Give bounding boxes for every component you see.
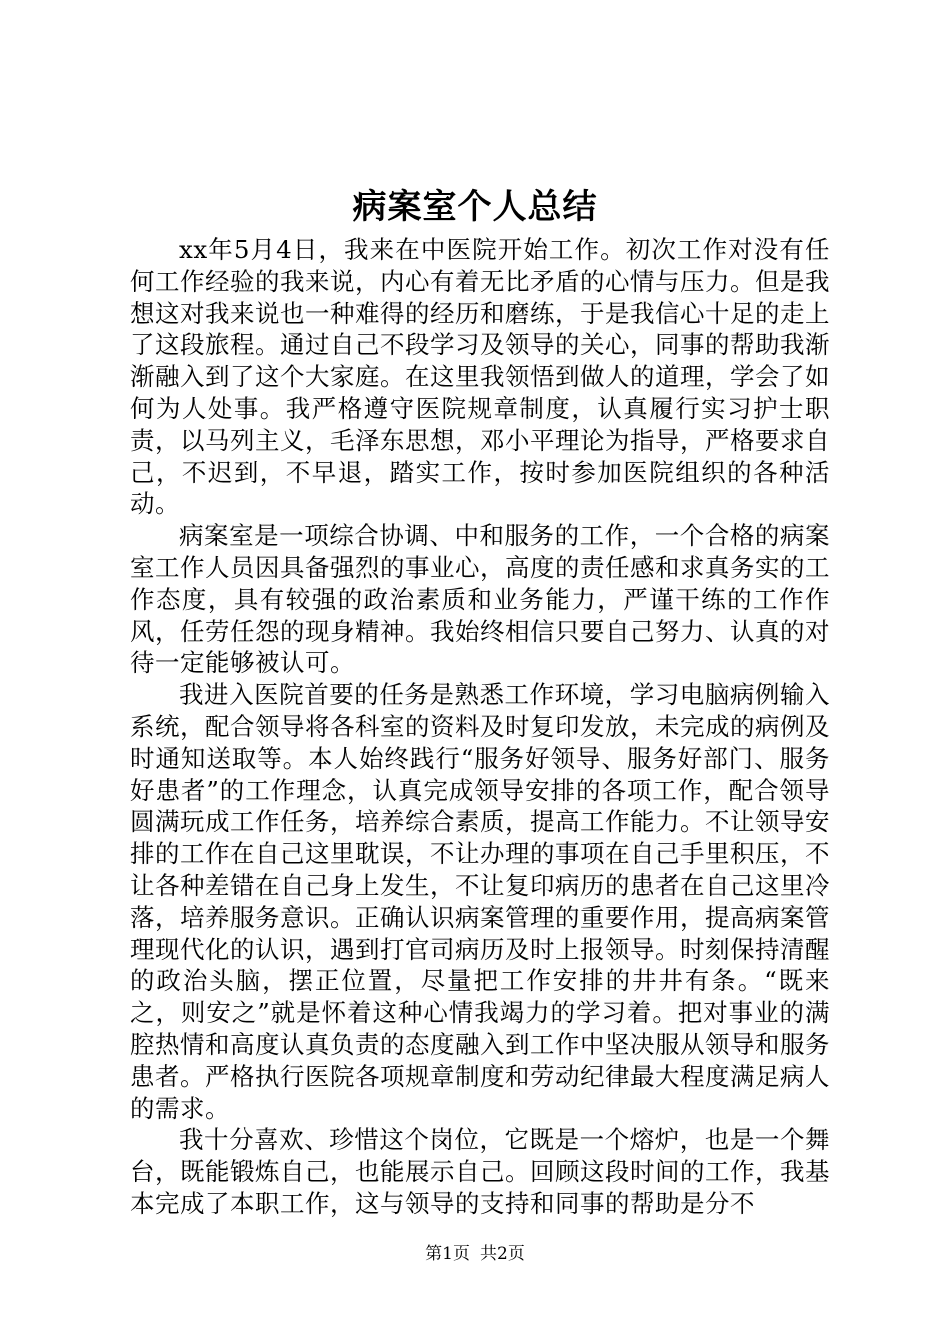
document-title: 病案室个人总结 [352,187,598,227]
page-number-total: 共2页 [480,1244,525,1264]
paragraph-4: 我十分喜欢、珍惜这个岗位，它既是一个熔炉，也是一个舞台，既能锻炼自己，也能展示自己。回顾这段时间的工作，我基本完成了本职工作，这与领导的支持和同事的帮助是分不 [130,1125,830,1218]
paragraph-2: 病案室是一项综合协调、中和服务的工作，一个合格的病案室工作人员因具备强烈的事业心，高度的责任感和求真务实的工作态度，具有较强的政治素质和业务能力，严谨干练的工作作风，任劳任怨的现身精神。我始终相信只要自己努力、认真的对待一定能够被认可。 [130,521,830,678]
document-body [130,234,830,1218]
page-number-current: 第1页 [425,1244,470,1264]
page-footer [0,1242,950,1266]
paragraph-3: 我进入医院首要的任务是熟悉工作环境，学习电脑病例输入系统，配合领导将各科室的资料及时复印发放，未完成的病例及时通知送取等。本人始终践行“服务好领导、服务好部门、服务好患者”的工作理念，认真完成领导安排的各项工作，配合领导圆满玩成工作任务，培养综合素质，提高工作能力。不让领导安排的工作在自己这里耽误，不让办理的事项在自己手里积压，不让各种差错在自己身上发生，不让复印病历的患者在自己这里冷落，培养服务意识。正确认识病案管理的重要作用，提高病案管理现代化的认识，遇到打官司病历及时上报领导。时刻保持清醒的政治头脑，摆正位置，尽量把工作安排的井井有条。“既来之，则安之”就是怀着这种心情我竭力的学习着。把对事业的满腔热情和高度认真负责的态度融入到工作中坚决服从领导和服务患者。严格执行医院各项规章制度和劳动纪律最大程度满足病人的需求。 [130,680,830,1123]
paragraph-1: xx年5月4日，我来在中医院开始工作。初次工作对没有任何工作经验的我来说，内心有着无比矛盾的心情与压力。但是我想这对我来说也一种难得的经历和磨练，于是我信心十足的走上了这段旅程。通过自己不段学习及领导的关心，同事的帮助我渐渐融入到了这个大家庭。在这里我领悟到做人的道理，学会了如何为人处事。我严格遵守医院规章制度，认真履行实习护士职责，以马列主义，毛泽东思想，邓小平理论为指导，严格要求自己，不迟到，不早退，踏实工作，按时参加医院组织的各种活动。 [130,235,830,519]
